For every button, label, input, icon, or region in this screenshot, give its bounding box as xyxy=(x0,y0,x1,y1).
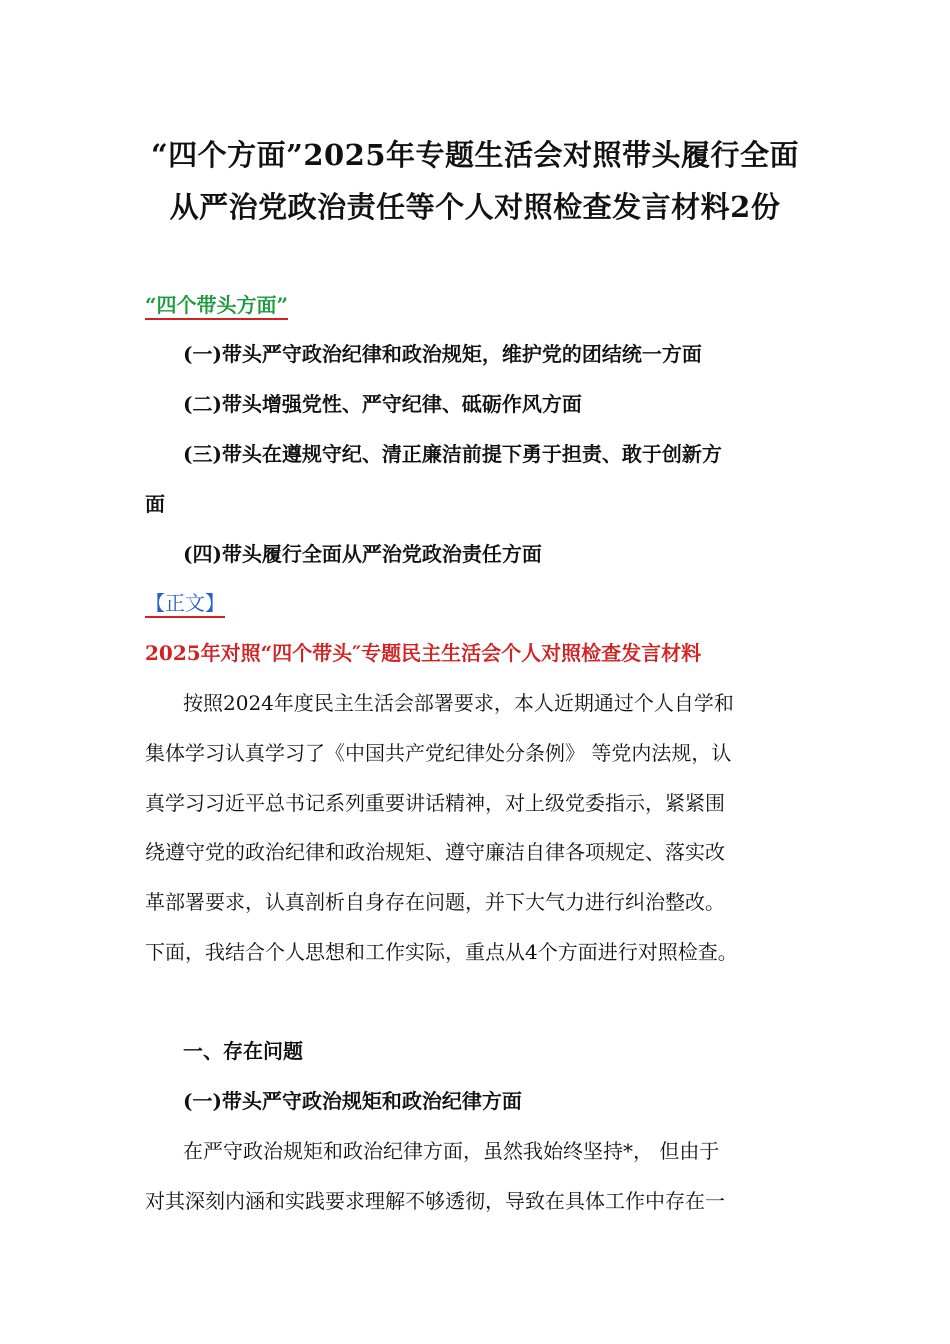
part-heading: 一、存在问题 xyxy=(183,1039,303,1063)
section-heading-text: “四个带头方面” xyxy=(145,293,288,320)
paragraph-line: 革部署要求，认真剖析自身存在问题，并下大气力进行纠治整改。 xyxy=(145,890,725,914)
document-heading: 2025年对照“四个带头″专题民主生活会个人对照检查发言材料 xyxy=(145,641,702,665)
paragraph-line: 真学习习近平总书记系列重要讲话精神，对上级党委指示，紧紧围 xyxy=(145,791,725,815)
paragraph-line: 绕遵守党的政治纪律和政治规矩、遵守廉洁自律各项规定、落实改 xyxy=(145,840,725,864)
body-label-text: 【正文】 xyxy=(145,591,225,618)
aspect-item-2: (二)带头增强党性、严守纪律、砥砺作风方面 xyxy=(183,392,582,416)
paragraph-line: 在严守政治规矩和政治纪律方面，虽然我始终坚持*， 但由于 xyxy=(183,1139,720,1163)
paragraph-line: 对其深刻内涵和实践要求理解不够透彻，导致在具体工作中存在一 xyxy=(145,1189,725,1213)
body-label xyxy=(145,587,825,616)
sub-heading: (一)带头严守政治规矩和政治纪律方面 xyxy=(183,1089,522,1113)
aspect-item-3-continued: 面 xyxy=(145,492,165,516)
paragraph-line: 集体学习认真学习了《中国共产党纪律处分条例》 等党内法规，认 xyxy=(145,741,732,765)
document-title-line-1: “四个方面”2025年专题生活会对照带头履行全面 xyxy=(150,138,800,172)
paragraph-line: 下面，我结合个人思想和工作实际，重点从4个方面进行对照检查。 xyxy=(145,940,738,964)
aspect-item-1: (一)带头严守政治纪律和政治规矩，维护党的团结统一方面 xyxy=(183,342,702,366)
section-heading xyxy=(145,289,825,318)
aspect-item-3: (三)带头在遵规守纪、清正廉洁前提下勇于担责、敢于创新方 xyxy=(183,442,722,466)
document-title-line-2: 从严治党政治责任等个人对照检查发言材料2份 xyxy=(169,190,781,224)
aspect-item-4: (四)带头履行全面从严治党政治责任方面 xyxy=(183,542,542,566)
paragraph-line: 按照2024年度民主生活会部署要求，本人近期通过个人自学和 xyxy=(183,691,734,715)
